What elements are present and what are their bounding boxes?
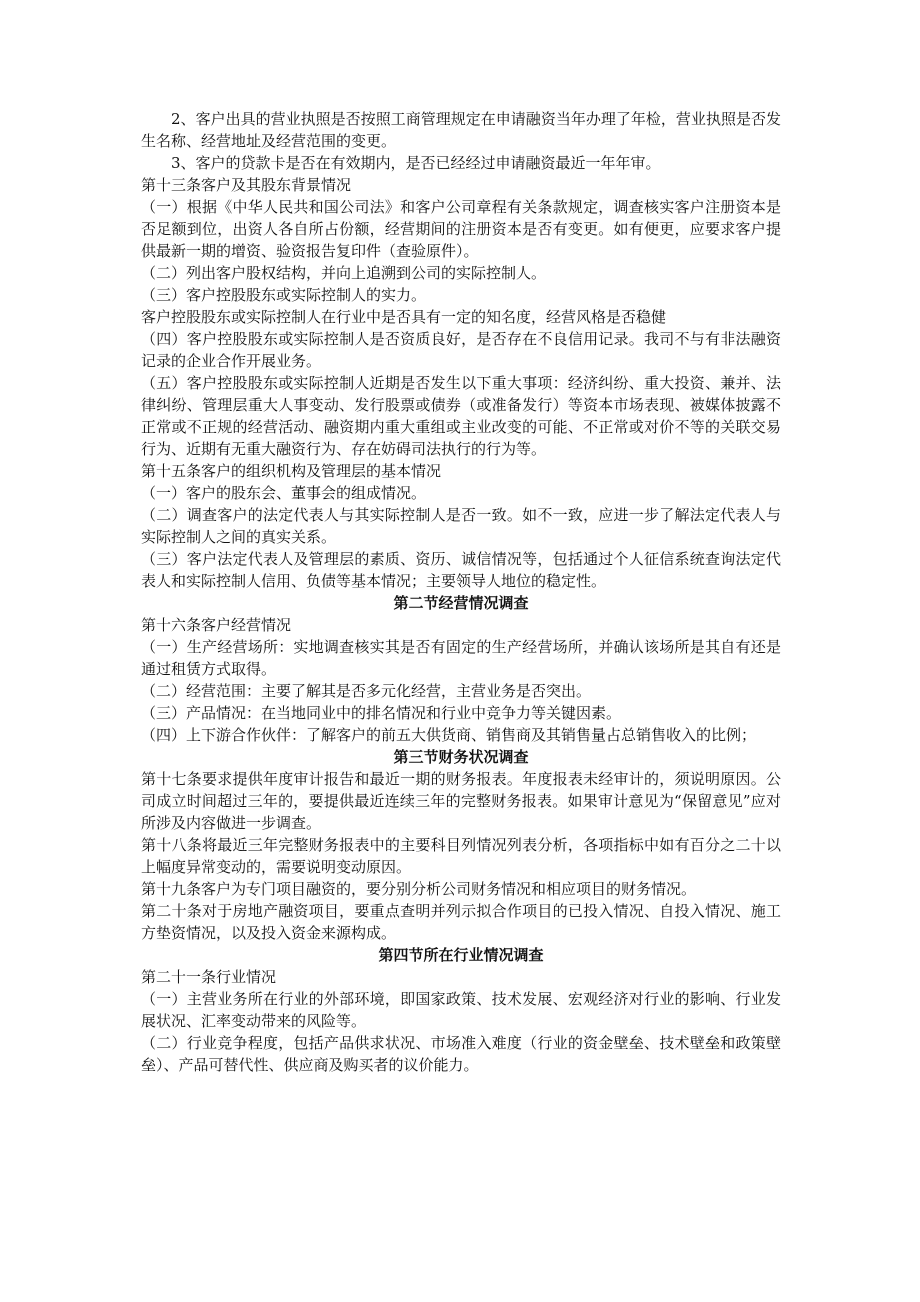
article-21-title: 第二十一条行业情况	[141, 968, 277, 986]
section-heading-industry: 第四节所在行业情况调查	[378, 946, 544, 964]
section-heading-operations: 第二节经营情况调查	[393, 594, 529, 612]
article-19-paragraph: 第十九条客户为专门项目融资的，要分别分析公司财务情况和相应项目的财务情况。	[141, 880, 697, 898]
paragraph-legal-representative: （二）调查客户的法定代表人与其实际控制人是否一致。如不一致，应进一步了解法定代表人与实际控制人之间的真实关系。	[141, 506, 781, 546]
paragraph-partners: （四）上下游合作伙伴：了解客户的前五大供货商、销售商及其销售量占总销售收入的比例；	[141, 726, 757, 744]
article-17-paragraph: 第十七条要求提供年度审计报告和最近一期的财务报表。年度报表未经审计的，须说明原因。公司成立时间超过三年的，要提供最近连续三年的完整财务报表。如果审计意见为“保留意见”应对所涉及内容做进一步调查。	[141, 770, 781, 832]
article-20-paragraph: 第二十条对于房地产融资项目，要重点查明并列示拟合作项目的已投入情况、自投入情况、施工方垫资情况，以及投入资金来源构成。	[141, 902, 781, 942]
article-18-paragraph: 第十八条将最近三年完整财务报表中的主要科目列情况列表分析，各项指标中如有百分之二十以上幅度异常变动的，需要说明变动原因。	[141, 836, 781, 876]
paragraph-premises: （一）生产经营场所：实地调查核实其是否有固定的生产经营场所，并确认该场所是其自有还是通过租赁方式取得。	[141, 638, 781, 678]
paragraph-loan-card: 3、客户的贷款卡是否在有效期内，是否已经经过申请融资最近一年年审。	[171, 154, 661, 172]
article-15-title: 第十五条客户的组织机构及管理层的基本情况	[141, 462, 442, 480]
paragraph-products: （三）产品情况：在当地同业中的排名情况和行业中竞争力等关键因素。	[141, 704, 622, 722]
paragraph-business-scope: （二）经营范围：主要了解其是否多元化经营，主营业务是否突出。	[141, 682, 592, 700]
paragraph-controller-credit: （四）客户控股股东或实际控制人是否资质良好，是否存在不良信用记录。我司不与有非法融资记录的企业合作开展业务。	[141, 330, 781, 370]
paragraph-external-environment: （一）主营业务所在行业的外部环境，即国家政策、技术发展、宏观经济对行业的影响、行业发展状况、汇率变动带来的风险等。	[141, 990, 781, 1030]
document-page	[141, 108, 781, 1076]
article-16-title: 第十六条客户经营情况	[141, 616, 292, 634]
paragraph-controller-reputation: 客户控股股东或实际控制人在行业中是否具有一定的知名度，经营风格是否稳健	[141, 308, 667, 326]
paragraph-board-composition: （一）客户的股东会、董事会的组成情况。	[141, 484, 427, 502]
section-heading-financial: 第三节财务状况调查	[393, 748, 529, 766]
paragraph-competition: （二）行业竞争程度，包括产品供求状况、市场准入难度（行业的资金壁垒、技术壁垒和政策壁垒）、产品可替代性、供应商及购买者的议价能力。	[141, 1034, 781, 1074]
paragraph-registered-capital: （一）根据《中华人民共和国公司法》和客户公司章程有关条款规定，调查核实客户注册资本是否足额到位，出资人各自所占份额，经营期间的注册资本是否有变更。如有便更，应要求客户提供最新一期的增资、验资报告复印件（查验原件）。	[141, 198, 781, 260]
paragraph-management-quality: （三）客户法定代表人及管理层的素质、资历、诚信情况等，包括通过个人征信系统查询法定代表人和实际控制人信用、负债等基本情况；主要领导人地位的稳定性。	[141, 550, 781, 590]
paragraph-business-license: 2、客户出具的营业执照是否按照工商管理规定在申请融资当年办理了年检，营业执照是否发生名称、经营地址及经营范围的变更。	[141, 110, 781, 150]
paragraph-major-events: （五）客户控股股东或实际控制人近期是否发生以下重大事项：经济纠纷、重大投资、兼并、法律纠纷、管理层重大人事变动、发行股票或债券（或准备发行）等资本市场表现、被媒体披露不正常或不正规的经营活动、融资期内重大重组或主业改变的可能、不正常或对价不等的关联交易行为、近期有无重大融资行为、存在妨碍司法执行的行为等。	[141, 374, 781, 458]
article-13-title: 第十三条客户及其股东背景情况	[141, 176, 352, 194]
paragraph-controller-strength: （三）客户控股股东或实际控制人的实力。	[141, 286, 427, 304]
paragraph-equity-structure: （二）列出客户股权结构，并向上追溯到公司的实际控制人。	[141, 264, 547, 282]
